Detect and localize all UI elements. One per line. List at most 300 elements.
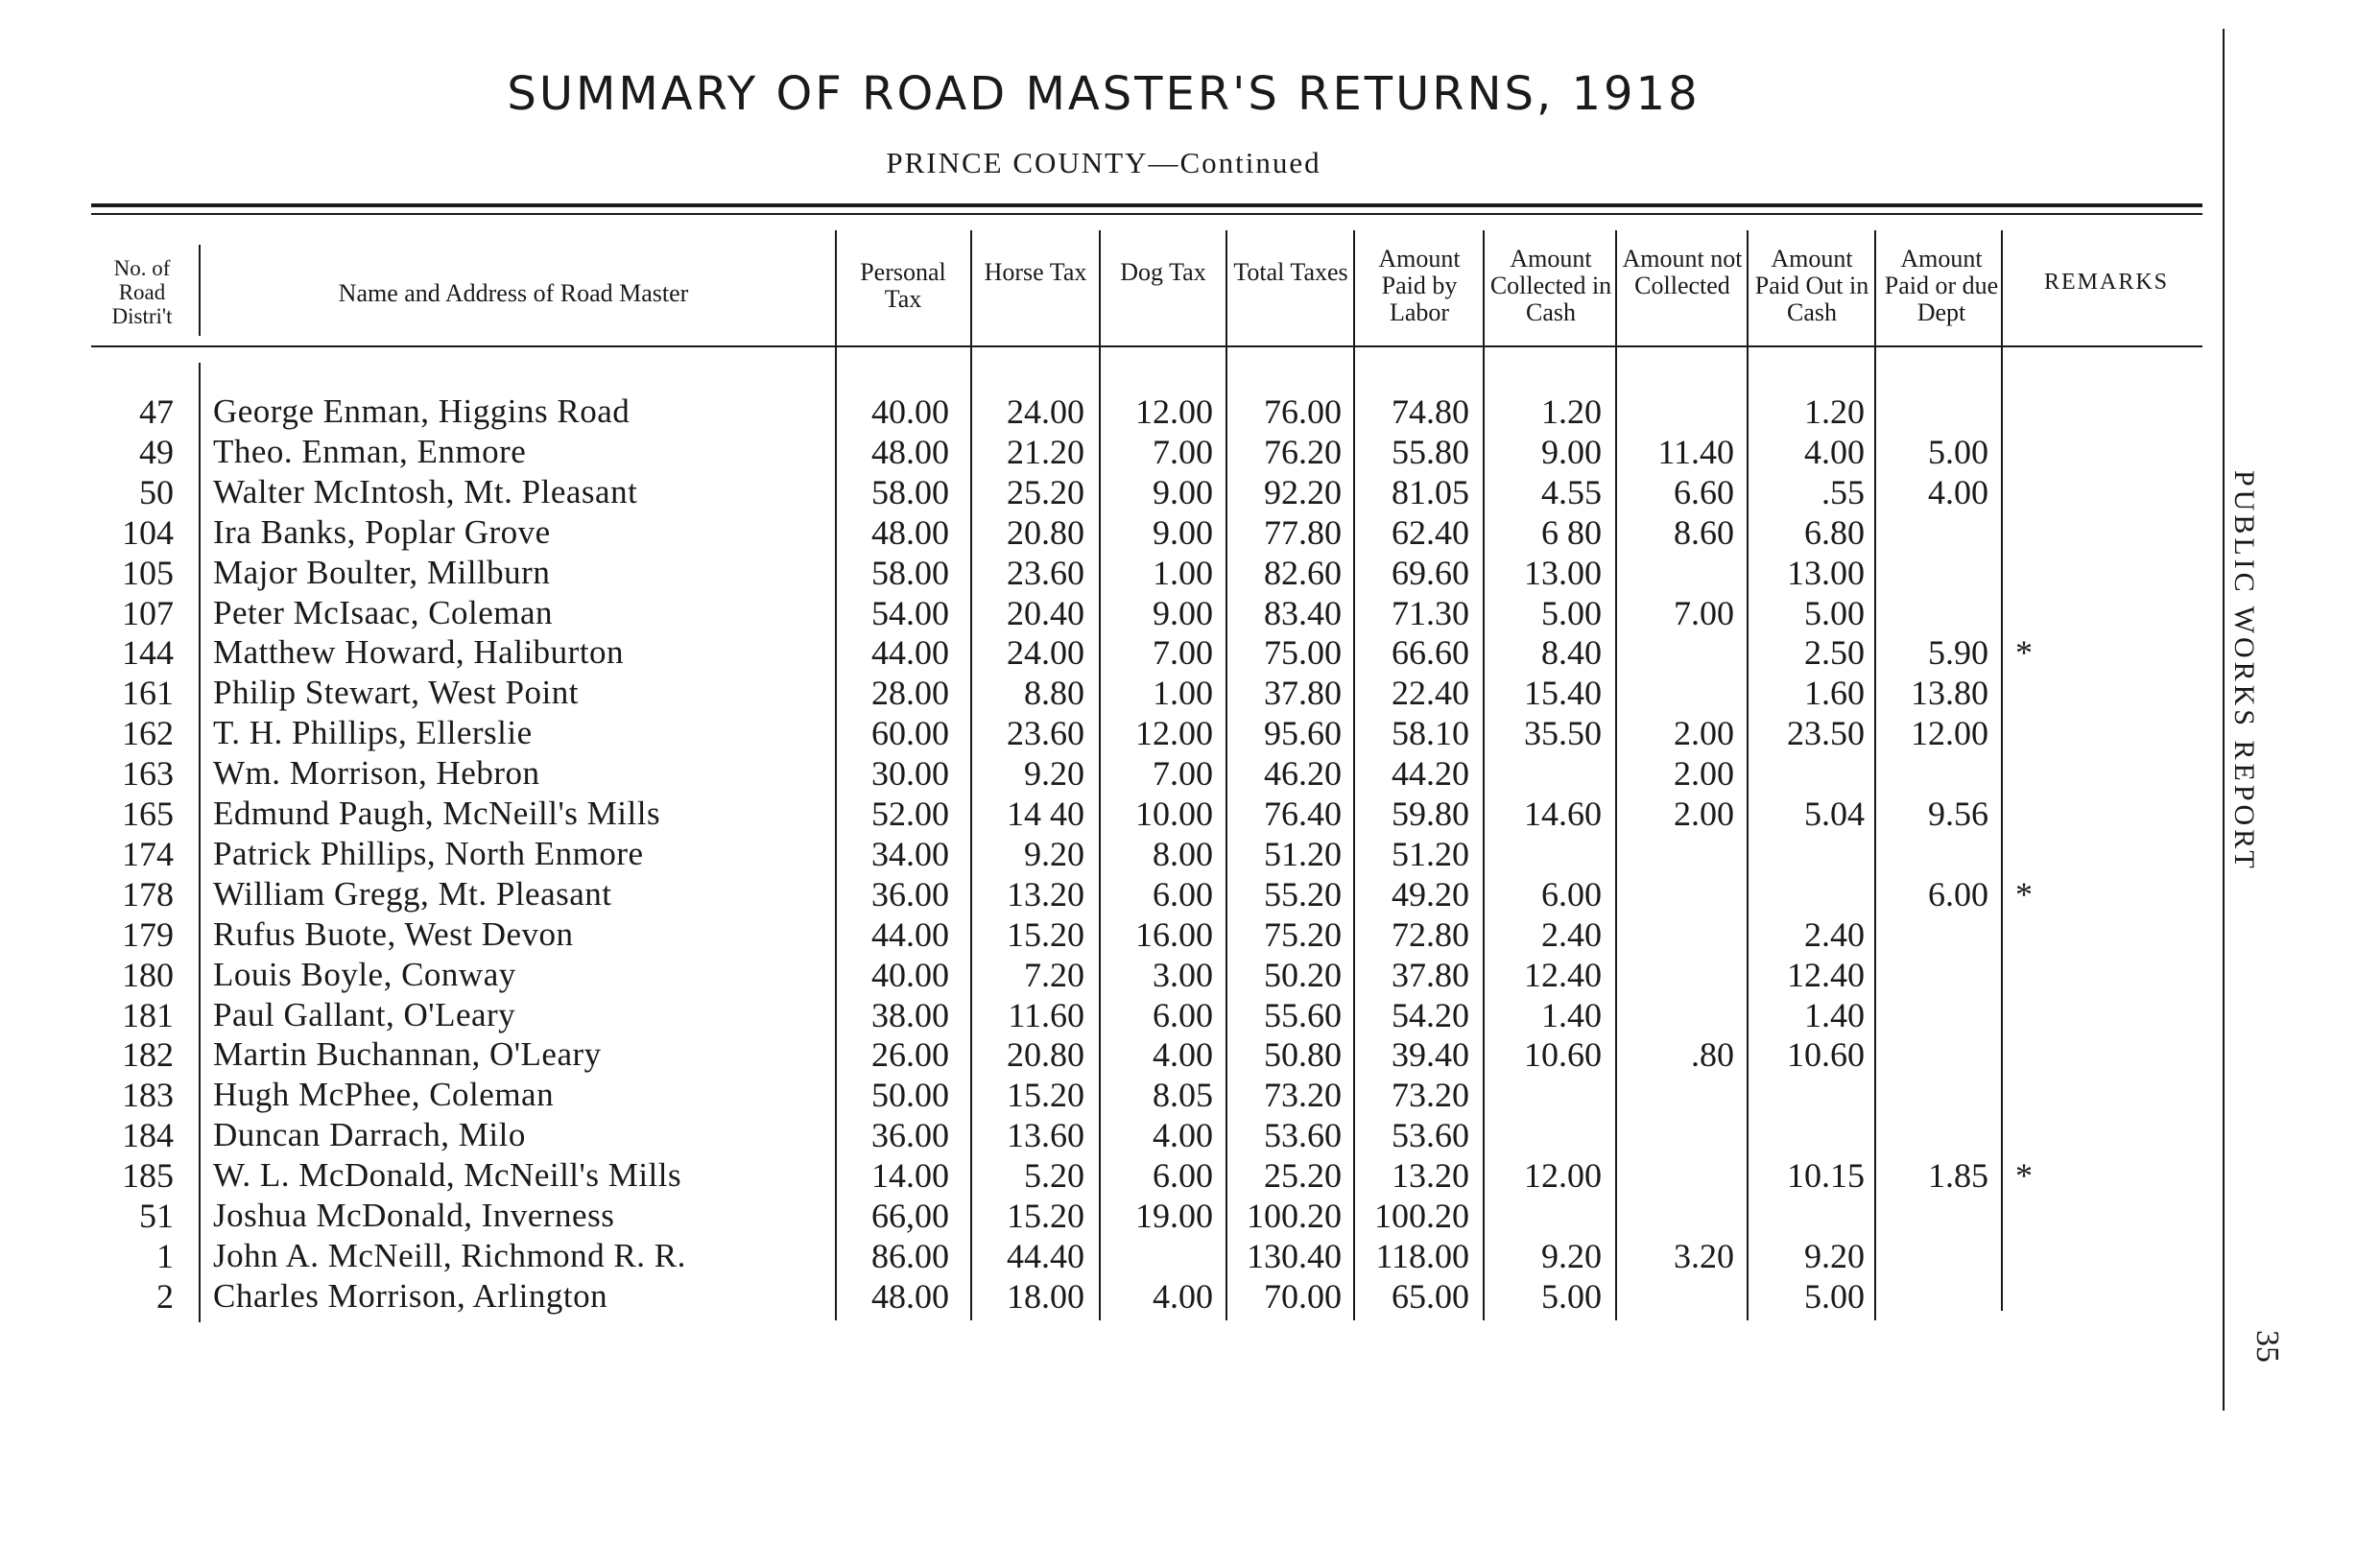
cell-paid-out (1749, 1115, 1865, 1155)
header-paid-due-dept: Amount Paid or due Dept (1884, 245, 1999, 327)
cell-total: 76.40 (1264, 795, 1342, 833)
header-not-collected: Amount not Collected (1622, 245, 1743, 300)
cell-district: 183 (122, 1076, 174, 1115)
cell-paid-out: 13.00 (1787, 553, 1865, 592)
table-row (0, 1196, 2207, 1236)
cell-not-collected: .80 (1691, 1035, 1734, 1075)
cell-horse: 15.20 (1007, 1076, 1084, 1115)
cell-dog: 9.00 (1153, 512, 1213, 552)
header-name: Name and Address of Road Master (338, 279, 689, 307)
cell-not-collected (1619, 914, 1734, 955)
cell-paid-dept (1878, 1196, 1988, 1236)
cell-dog: 7.00 (1153, 633, 1213, 673)
cell-collected: 15.40 (1524, 674, 1602, 713)
cell-collected: 5.00 (1541, 1276, 1602, 1316)
cell-dog: 8.05 (1153, 1076, 1213, 1115)
table-row (0, 1034, 2207, 1075)
cell-horse: 21.20 (1007, 432, 1084, 471)
cell-not-collected (1619, 632, 1734, 673)
top-rule-thick (91, 203, 2202, 207)
cell-not-collected: 2.00 (1674, 795, 1734, 833)
cell-remark (2004, 1276, 2033, 1317)
cell-district: 104 (122, 512, 174, 552)
cell-district: 182 (122, 1035, 174, 1075)
cell-personal: 54.00 (871, 593, 949, 632)
cell-paid-out: 23.50 (1787, 714, 1865, 753)
cell-horse: 13.20 (1007, 874, 1084, 914)
table-row (0, 834, 2207, 874)
cell-total: 76.20 (1264, 432, 1342, 471)
cell-paid-out (1749, 753, 1865, 794)
cell-paid-dept (1878, 955, 1988, 995)
cell-remark: * (2015, 874, 2033, 914)
cell-horse: 44.40 (1007, 1236, 1084, 1275)
cell-remark (2004, 834, 2033, 874)
cell-paid-dept: 13.80 (1911, 674, 1988, 713)
cell-horse: 23.60 (1007, 714, 1084, 753)
header-horse-tax: Horse Tax (984, 258, 1087, 286)
cell-total: 76.00 (1264, 392, 1342, 431)
cell-not-collected: 11.40 (1657, 432, 1734, 471)
table-row (0, 753, 2207, 794)
column-divider (199, 245, 201, 336)
cell-dog: 4.00 (1153, 1116, 1213, 1155)
cell-district: 161 (122, 674, 174, 713)
cell-personal: 34.00 (871, 834, 949, 873)
cell-labor: 66.60 (1392, 633, 1469, 673)
cell-personal: 86.00 (871, 1236, 949, 1275)
cell-personal: 40.00 (871, 392, 949, 431)
cell-collected: 5.00 (1541, 593, 1602, 632)
page-margin-line (2223, 29, 2225, 1411)
cell-name: Paul Gallant, O'Leary (213, 995, 516, 1033)
cell-collected (1487, 1115, 1602, 1155)
cell-dog: 12.00 (1135, 714, 1213, 753)
cell-not-collected (1619, 1196, 1734, 1236)
table-row (0, 632, 2207, 673)
cell-labor: 54.20 (1392, 995, 1469, 1034)
cell-horse: 13.60 (1007, 1116, 1084, 1155)
cell-remark (2004, 673, 2033, 713)
cell-personal: 52.00 (871, 795, 949, 833)
cell-name: George Enman, Higgins Road (213, 392, 631, 430)
cell-remark (2004, 593, 2033, 633)
cell-total: 51.20 (1264, 834, 1342, 873)
table-row (0, 995, 2207, 1035)
cell-labor: 58.10 (1392, 714, 1469, 753)
cell-name: Duncan Darrach, Milo (213, 1116, 526, 1154)
cell-total: 25.20 (1264, 1156, 1342, 1196)
cell-total: 37.80 (1264, 674, 1342, 713)
cell-paid-dept (1878, 995, 1988, 1035)
cell-paid-out: 5.00 (1804, 593, 1865, 632)
cell-paid-out: 4.00 (1804, 432, 1865, 471)
cell-horse: 20.40 (1007, 593, 1084, 632)
cell-paid-out (1749, 1196, 1865, 1236)
cell-paid-dept (1878, 1034, 1988, 1075)
cell-district: 180 (122, 955, 174, 994)
cell-not-collected (1619, 955, 1734, 995)
table-row (0, 1075, 2207, 1115)
table-row (0, 914, 2207, 955)
table-row (0, 392, 2207, 432)
cell-labor: 69.60 (1392, 553, 1469, 592)
cell-horse: 9.20 (1024, 754, 1084, 794)
cell-dog (1104, 1236, 1213, 1276)
cell-total: 130.40 (1247, 1236, 1342, 1275)
cell-district: 1 (156, 1236, 174, 1275)
cell-total: 70.00 (1264, 1276, 1342, 1316)
cell-not-collected (1619, 553, 1734, 593)
cell-name: T. H. Phillips, Ellerslie (213, 714, 533, 752)
table-row (0, 432, 2207, 472)
cell-name: Wm. Morrison, Hebron (213, 754, 540, 793)
cell-not-collected: 2.00 (1674, 754, 1734, 794)
cell-paid-out: 2.50 (1804, 633, 1865, 673)
cell-district: 165 (122, 795, 174, 833)
table-row (0, 1276, 2207, 1317)
cell-horse: 24.00 (1007, 633, 1084, 673)
cell-remark (2004, 713, 2033, 753)
cell-not-collected (1619, 995, 1734, 1035)
cell-horse: 14 40 (1007, 795, 1084, 833)
cell-personal: 14.00 (871, 1156, 949, 1196)
cell-district: 181 (122, 995, 174, 1034)
cell-total: 92.20 (1264, 472, 1342, 511)
header-paid-by-labor: Amount Paid by Labor (1378, 245, 1461, 327)
cell-paid-dept (1878, 1236, 1988, 1276)
cell-remark (2004, 794, 2033, 834)
table-row (0, 1115, 2207, 1155)
cell-horse: 5.20 (1024, 1156, 1084, 1196)
cell-horse: 25.20 (1007, 472, 1084, 511)
cell-total: 50.80 (1264, 1035, 1342, 1075)
cell-not-collected: 6.60 (1674, 472, 1734, 511)
cell-paid-out: 6.80 (1804, 512, 1865, 552)
side-heading: PUBLIC WORKS REPORT (2228, 470, 2260, 872)
cell-collected (1487, 1075, 1602, 1115)
table-row (0, 553, 2207, 593)
cell-district: 185 (122, 1156, 174, 1196)
cell-labor: 13.20 (1392, 1156, 1469, 1196)
cell-remark (2004, 1034, 2033, 1075)
cell-collected: 9.20 (1541, 1236, 1602, 1275)
cell-name: Martin Buchannan, O'Leary (213, 1035, 602, 1074)
cell-name: Theo. Enman, Enmore (213, 432, 527, 470)
table-row (0, 472, 2207, 512)
page-title: SUMMARY OF ROAD MASTER'S RETURNS, 1918 (507, 67, 1701, 121)
cell-total: 95.60 (1264, 714, 1342, 753)
cell-collected: 9.00 (1541, 432, 1602, 471)
cell-horse: 15.20 (1007, 1197, 1084, 1235)
cell-horse: 24.00 (1007, 392, 1084, 431)
cell-labor: 37.80 (1392, 955, 1469, 994)
cell-collected: 6 80 (1541, 512, 1602, 552)
cell-paid-out: 12.40 (1787, 955, 1865, 994)
cell-remark (2004, 472, 2033, 512)
cell-horse: 23.60 (1007, 553, 1084, 592)
table-row (0, 874, 2207, 914)
cell-dog: 1.00 (1153, 674, 1213, 713)
cell-collected: 12.00 (1524, 1156, 1602, 1196)
cell-labor: 51.20 (1392, 834, 1469, 873)
cell-paid-dept (1878, 1276, 1988, 1317)
cell-district: 105 (122, 553, 174, 592)
cell-personal: 58.00 (871, 553, 949, 592)
cell-collected: 12.40 (1524, 955, 1602, 994)
cell-paid-dept: 1.85 (1928, 1156, 1988, 1196)
cell-name: Peter McIsaac, Coleman (213, 593, 554, 631)
cell-paid-out: 10.15 (1787, 1156, 1865, 1196)
cell-personal: 38.00 (871, 995, 949, 1034)
cell-dog: 8.00 (1153, 834, 1213, 873)
cell-dog: 6.00 (1153, 995, 1213, 1034)
page-subtitle: PRINCE COUNTY—Continued (886, 146, 1321, 179)
cell-not-collected (1619, 392, 1734, 432)
cell-remark (2004, 995, 2033, 1035)
cell-dog: 9.00 (1153, 472, 1213, 511)
cell-horse: 20.80 (1007, 512, 1084, 552)
cell-horse: 20.80 (1007, 1035, 1084, 1075)
cell-name: William Gregg, Mt. Pleasant (213, 874, 612, 913)
cell-remark (2004, 1075, 2033, 1115)
cell-not-collected (1619, 1075, 1734, 1115)
cell-not-collected (1619, 834, 1734, 874)
table-row (0, 955, 2207, 995)
cell-paid-dept: 9.56 (1928, 795, 1988, 833)
cell-personal: 26.00 (871, 1035, 949, 1075)
cell-labor: 49.20 (1392, 874, 1469, 914)
cell-personal: 30.00 (871, 754, 949, 794)
cell-not-collected (1619, 1115, 1734, 1155)
cell-horse: 18.00 (1007, 1276, 1084, 1316)
cell-remark: * (2015, 1156, 2033, 1196)
cell-district: 47 (139, 392, 174, 431)
cell-collected: 6.00 (1541, 874, 1602, 914)
cell-collected: 2.40 (1541, 914, 1602, 954)
cell-collected: 4.55 (1541, 472, 1602, 511)
cell-total: 83.40 (1264, 593, 1342, 632)
cell-collected (1487, 753, 1602, 794)
cell-paid-dept (1878, 593, 1988, 633)
cell-labor: 72.80 (1392, 914, 1469, 954)
cell-horse: 8.80 (1024, 674, 1084, 713)
cell-district: 2 (156, 1276, 174, 1316)
cell-paid-dept (1878, 1115, 1988, 1155)
cell-not-collected: 3.20 (1674, 1236, 1734, 1275)
cell-total: 82.60 (1264, 553, 1342, 592)
table-row (0, 512, 2207, 553)
cell-district: 50 (139, 472, 174, 511)
cell-paid-dept (1878, 512, 1988, 553)
cell-labor: 55.80 (1392, 432, 1469, 471)
cell-name: Louis Boyle, Conway (213, 955, 516, 993)
cell-total: 75.20 (1264, 914, 1342, 954)
cell-remark (2004, 553, 2033, 593)
cell-collected: 8.40 (1541, 633, 1602, 673)
cell-name: Hugh McPhee, Coleman (213, 1076, 555, 1114)
cell-not-collected: 2.00 (1674, 714, 1734, 753)
cell-labor: 53.60 (1392, 1116, 1469, 1155)
header-paid-out-cash: Amount Paid Out in Cash (1754, 245, 1869, 327)
cell-labor: 100.20 (1374, 1197, 1469, 1235)
cell-paid-dept: 12.00 (1911, 714, 1988, 753)
table-row (0, 593, 2207, 633)
cell-name: W. L. McDonald, McNeill's Mills (213, 1156, 682, 1195)
cell-remark (2004, 512, 2033, 553)
cell-total: 55.20 (1264, 874, 1342, 914)
cell-remark (2004, 1236, 2033, 1276)
cell-remark: * (2015, 633, 2033, 673)
cell-paid-dept (1878, 914, 1988, 955)
cell-name: Charles Morrison, Arlington (213, 1276, 608, 1315)
cell-personal: 48.00 (871, 1276, 949, 1316)
cell-collected: 10.60 (1524, 1035, 1602, 1075)
cell-paid-out: 5.00 (1804, 1276, 1865, 1316)
cell-paid-out (1749, 834, 1865, 874)
cell-dog: 19.00 (1135, 1197, 1213, 1235)
cell-personal: 50.00 (871, 1076, 949, 1115)
cell-total: 75.00 (1264, 633, 1342, 673)
cell-collected (1487, 1196, 1602, 1236)
cell-not-collected (1619, 1276, 1734, 1317)
cell-dog: 6.00 (1153, 1156, 1213, 1196)
cell-district: 174 (122, 834, 174, 873)
cell-personal: 36.00 (871, 1116, 949, 1155)
header-district: No. of Road Distri't (111, 256, 173, 328)
cell-paid-out (1749, 1075, 1865, 1115)
cell-dog: 4.00 (1153, 1276, 1213, 1316)
header-bottom-rule (91, 345, 2202, 347)
table-row (0, 713, 2207, 753)
cell-paid-dept (1878, 834, 1988, 874)
cell-labor: 65.00 (1392, 1276, 1469, 1316)
header-personal-tax: Personal Tax (860, 258, 946, 314)
cell-collected: 13.00 (1524, 553, 1602, 592)
cell-paid-dept: 5.90 (1928, 633, 1988, 673)
cell-total: 77.80 (1264, 512, 1342, 552)
cell-dog: 3.00 (1153, 955, 1213, 994)
cell-remark (2004, 914, 2033, 955)
cell-paid-out: 10.60 (1787, 1035, 1865, 1075)
cell-labor: 59.80 (1392, 795, 1469, 833)
cell-name: Edmund Paugh, McNeill's Mills (213, 795, 661, 832)
cell-collected: 14.60 (1524, 795, 1602, 833)
cell-paid-out: 1.60 (1804, 674, 1865, 713)
table-row (0, 1236, 2207, 1276)
cell-not-collected: 8.60 (1674, 512, 1734, 552)
cell-labor: 118.00 (1375, 1236, 1469, 1275)
cell-district: 184 (122, 1116, 174, 1155)
cell-total: 100.20 (1247, 1197, 1342, 1235)
cell-dog: 7.00 (1153, 432, 1213, 471)
cell-not-collected (1619, 1155, 1734, 1196)
cell-name: Patrick Phillips, North Enmore (213, 834, 644, 872)
cell-horse: 9.20 (1024, 834, 1084, 873)
header-collected-cash: Amount Collected in Cash (1489, 245, 1612, 327)
cell-labor: 81.05 (1392, 472, 1469, 511)
cell-dog: 9.00 (1153, 593, 1213, 632)
table-row (0, 673, 2207, 713)
cell-labor: 22.40 (1392, 674, 1469, 713)
cell-district: 107 (122, 593, 174, 632)
cell-district: 49 (139, 432, 174, 471)
top-rule-thin (91, 213, 2202, 215)
cell-name: Walter McIntosh, Mt. Pleasant (213, 472, 638, 510)
cell-personal: 28.00 (871, 674, 949, 713)
cell-dog: 12.00 (1135, 392, 1213, 431)
cell-district: 179 (122, 914, 174, 954)
cell-district: 163 (122, 754, 174, 794)
header-dog-tax: Dog Tax (1120, 258, 1206, 286)
cell-not-collected: 7.00 (1674, 593, 1734, 632)
cell-not-collected (1619, 673, 1734, 713)
cell-personal: 36.00 (871, 874, 949, 914)
cell-labor: 44.20 (1392, 754, 1469, 794)
cell-collected (1487, 834, 1602, 874)
cell-dog: 6.00 (1153, 874, 1213, 914)
cell-dog: 4.00 (1153, 1035, 1213, 1075)
cell-personal: 40.00 (871, 955, 949, 994)
table-row (0, 1155, 2207, 1196)
cell-labor: 39.40 (1392, 1035, 1469, 1075)
cell-dog: 7.00 (1153, 754, 1213, 794)
cell-total: 50.20 (1264, 955, 1342, 994)
cell-total: 55.60 (1264, 995, 1342, 1034)
cell-total: 73.20 (1264, 1076, 1342, 1115)
cell-remark (2004, 392, 2033, 432)
cell-paid-dept: 4.00 (1928, 472, 1988, 511)
cell-paid-dept: 6.00 (1928, 874, 1988, 914)
cell-paid-dept (1878, 753, 1988, 794)
cell-dog: 10.00 (1135, 795, 1213, 833)
header-total-taxes: Total Taxes (1233, 258, 1348, 286)
cell-labor: 74.80 (1392, 392, 1469, 431)
cell-personal: 44.00 (871, 633, 949, 673)
cell-paid-dept (1878, 553, 1988, 593)
cell-horse: 15.20 (1007, 914, 1084, 954)
header-remarks: REMARKS (2043, 270, 2170, 295)
cell-name: Philip Stewart, West Point (213, 674, 579, 712)
cell-labor: 73.20 (1392, 1076, 1469, 1115)
cell-paid-dept (1878, 392, 1988, 432)
cell-district: 162 (122, 714, 174, 753)
cell-remark (2004, 955, 2033, 995)
cell-total: 46.20 (1264, 754, 1342, 794)
cell-name: Joshua McDonald, Inverness (213, 1197, 615, 1234)
cell-paid-out: .55 (1821, 472, 1865, 511)
table-row (0, 794, 2207, 834)
cell-horse: 7.20 (1024, 955, 1084, 994)
cell-personal: 48.00 (871, 512, 949, 552)
cell-remark (2004, 432, 2033, 472)
cell-name: Major Boulter, Millburn (213, 553, 551, 591)
cell-horse: 11.60 (1008, 995, 1084, 1034)
cell-paid-out: 5.04 (1804, 795, 1865, 833)
cell-paid-dept (1878, 1075, 1988, 1115)
cell-collected: 1.20 (1541, 392, 1602, 431)
cell-name: Rufus Buote, West Devon (213, 914, 574, 953)
cell-collected: 35.50 (1524, 714, 1602, 753)
cell-personal: 66,00 (871, 1197, 949, 1235)
cell-paid-out (1749, 874, 1865, 914)
cell-name: Ira Banks, Poplar Grove (213, 512, 551, 551)
cell-dog: 16.00 (1135, 914, 1213, 954)
cell-dog: 1.00 (1153, 553, 1213, 592)
cell-paid-out: 1.20 (1804, 392, 1865, 431)
cell-district: 144 (122, 633, 174, 673)
cell-paid-out: 9.20 (1804, 1236, 1865, 1275)
